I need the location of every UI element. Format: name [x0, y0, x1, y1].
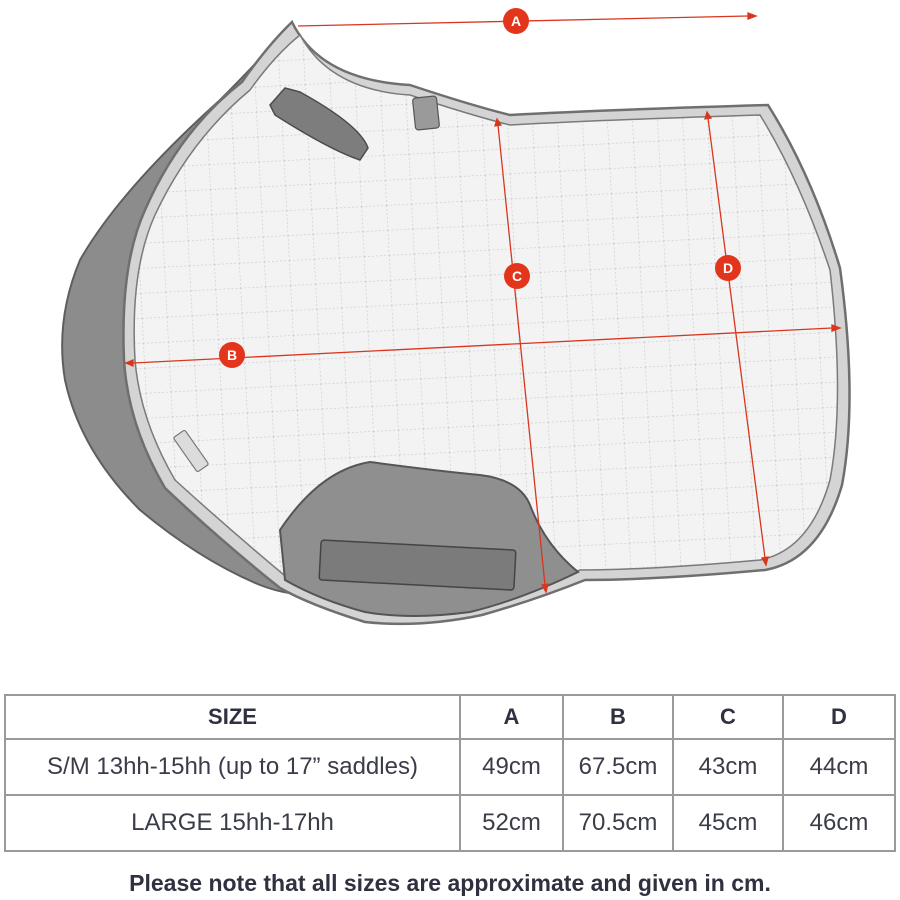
svg-text:B: B: [226, 347, 238, 363]
size-cell: S/M 13hh-15hh (up to 17” saddles): [5, 739, 460, 795]
size-table: [4, 694, 896, 852]
value-cell-d: 46cm: [783, 795, 895, 851]
brand-tag: [412, 96, 439, 130]
sizing-note: Please note that all sizes are approximate and given in cm.: [129, 870, 771, 896]
value-cell-b: 67.5cm: [563, 739, 673, 795]
value-cell-c: 43cm: [673, 739, 783, 795]
table-row: [5, 795, 895, 851]
header-b: B: [563, 695, 673, 739]
table-row: [5, 739, 895, 795]
header-d: D: [783, 695, 895, 739]
value-cell-c: 45cm: [673, 795, 783, 851]
svg-text:D: D: [722, 260, 734, 276]
header-c: C: [673, 695, 783, 739]
marker-b: [219, 342, 245, 368]
svg-text:C: C: [511, 268, 523, 284]
value-cell-a: 49cm: [460, 739, 563, 795]
header-size: SIZE: [5, 695, 460, 739]
marker-c: [504, 263, 530, 289]
value-cell-d: 44cm: [783, 739, 895, 795]
svg-text:A: A: [510, 13, 522, 29]
marker-a: [503, 8, 529, 34]
table-header-row: [5, 695, 895, 739]
marker-d: [715, 255, 741, 281]
value-cell-b: 70.5cm: [563, 795, 673, 851]
header-a: A: [460, 695, 563, 739]
size-cell: LARGE 15hh-17hh: [5, 795, 460, 851]
value-cell-a: 52cm: [460, 795, 563, 851]
